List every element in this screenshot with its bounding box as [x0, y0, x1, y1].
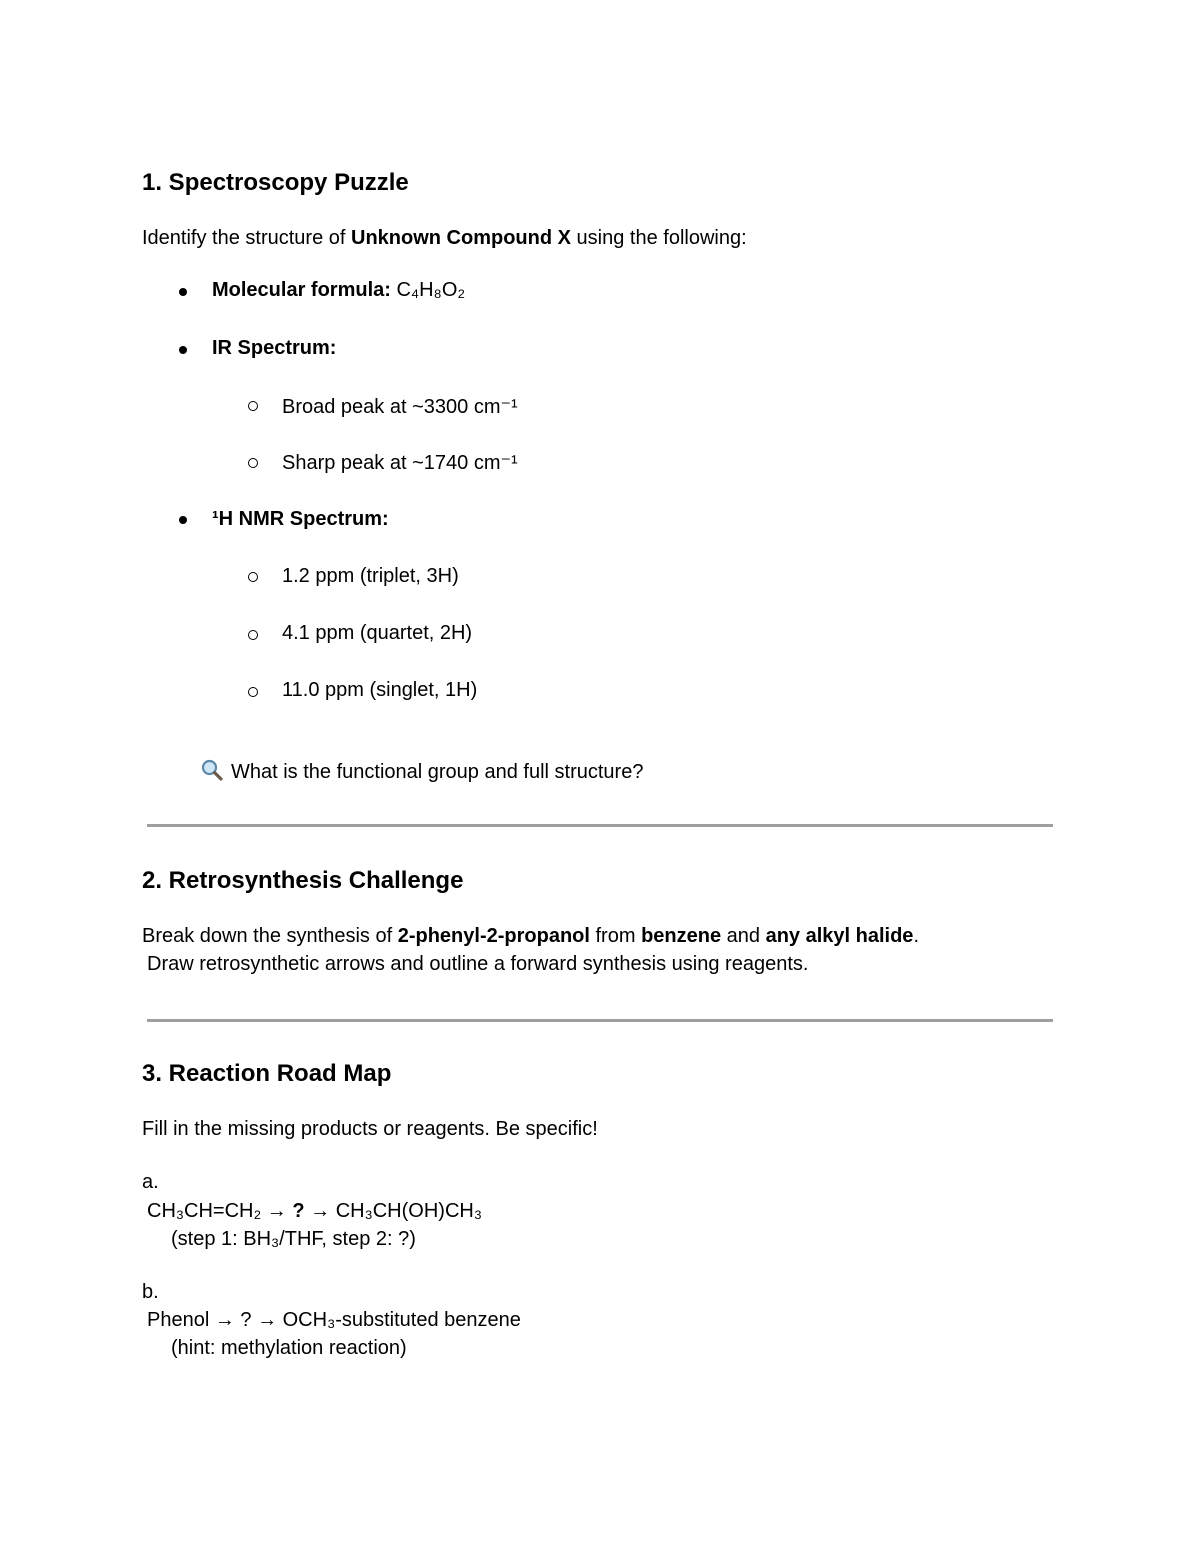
nmr-label: ¹H NMR Spectrum: [212, 508, 389, 530]
section3-heading: 3. Reaction Road Map [142, 1060, 392, 1087]
divider [147, 1019, 1053, 1022]
item-b-note: (hint: methylation reaction) [171, 1337, 407, 1359]
sub-bullet-icon [248, 687, 258, 697]
bullet-icon [179, 516, 187, 524]
section1-intro [142, 227, 747, 250]
item-a-label: a. [142, 1171, 159, 1193]
section1-heading: 1. Spectroscopy Puzzle [142, 169, 409, 196]
intro-prefix: Identify the structure of [142, 227, 351, 249]
molecular-formula-label: Molecular formula: [212, 279, 391, 301]
text-run: CH₃CH=CH₂ → [147, 1200, 293, 1222]
item-b-label: b. [142, 1281, 159, 1303]
nmr-item: 4.1 ppm (quartet, 2H) [282, 622, 473, 644]
bullet-icon [179, 346, 187, 354]
text-run: and [721, 925, 766, 947]
intro-compound: Unknown Compound X [351, 227, 571, 249]
section2-heading: 2. Retrosynthesis Challenge [142, 867, 464, 894]
nmr-item: 11.0 ppm (singlet, 1H) [282, 679, 478, 701]
magnifier-icon [201, 759, 223, 781]
sub-bullet-icon [248, 630, 258, 640]
question-line [201, 759, 643, 784]
item-a-note: (step 1: BH₃/THF, step 2: ?) [171, 1228, 416, 1250]
target-compound: 2-phenyl-2-propanol [397, 925, 590, 947]
text-run: Break down the synthesis of [142, 925, 398, 947]
item-b-reaction: Phenol → ? → OCH₃-substituted benzene [147, 1309, 521, 1331]
bullet-icon [179, 288, 187, 296]
ir-item: Sharp peak at ~1740 cm⁻¹ [282, 452, 518, 474]
section3-intro: Fill in the missing products or reagents. Be specific! [142, 1118, 598, 1140]
molecular-formula-value: C₄H₈O₂ [396, 279, 466, 301]
sub-bullet-icon [248, 401, 258, 411]
intro-suffix: using the following: [570, 227, 747, 249]
nmr-item: 1.2 ppm (triplet, 3H) [282, 565, 459, 587]
starting-material: benzene [641, 925, 722, 947]
text-run: → CH₃CH(OH)CH₃ [304, 1200, 482, 1222]
reagent-term: any alkyl halide [765, 925, 914, 947]
unknown-product: ? [292, 1200, 305, 1222]
section2-line1 [142, 925, 919, 948]
item-a-reaction [147, 1200, 482, 1223]
sub-bullet-icon [248, 458, 258, 468]
question-text: What is the functional group and full structure? [231, 761, 644, 783]
sub-bullet-icon [248, 572, 258, 582]
section2-line2: Draw retrosynthetic arrows and outline a forward synthesis using reagents. [147, 953, 809, 975]
molecular-formula-item [212, 279, 465, 302]
ir-label: IR Spectrum: [212, 337, 337, 359]
text-run: from [589, 925, 642, 947]
ir-item: Broad peak at ~3300 cm⁻¹ [282, 396, 518, 418]
divider [147, 824, 1053, 827]
text-run: . [913, 925, 919, 947]
